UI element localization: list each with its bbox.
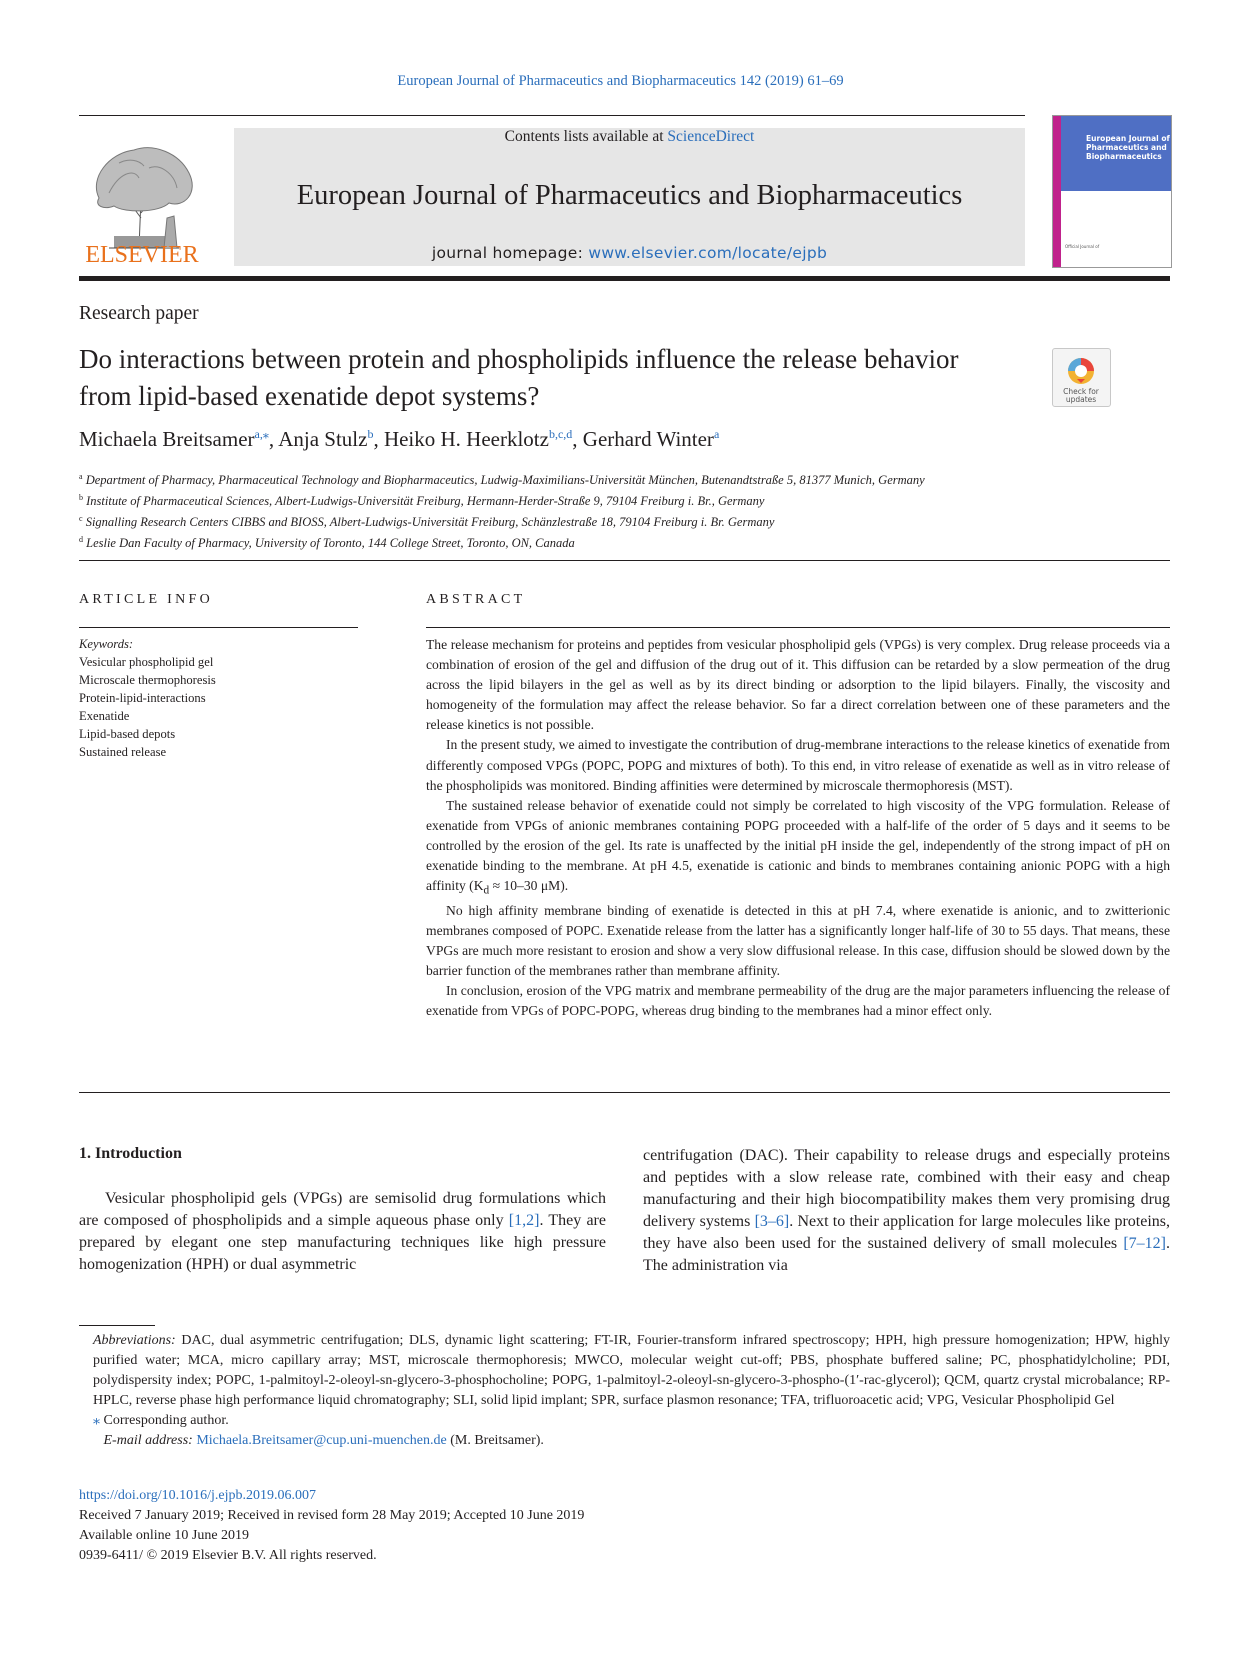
elsevier-wordmark[interactable]: ELSEVIER — [85, 242, 199, 268]
article-info-rule — [79, 627, 358, 628]
body-paragraph: centrifugation (DAC). Their capability to release drugs and especially proteins and peptides with a slow release rate, combined with their easy and cheap manufacturing and their high biocompatibility makes them very promising drug delivery systems [3–6]. Next to their application for large molecules like proteins, they have also been used for the sustained delivery of small molecules [7–12]. The administration via — [643, 1147, 1171, 1274]
cover-title: European Journal of Pharmaceutics and Biopharmaceutics — [1086, 134, 1170, 161]
cover-small-text: Official Journal of — [1065, 244, 1100, 249]
abstract-heading: ABSTRACT — [426, 592, 526, 607]
check-updates-icon — [1053, 349, 1110, 406]
contents-available — [234, 128, 1025, 146]
author-affil-mark[interactable]: b — [367, 427, 374, 441]
citation-link[interactable]: [1,2] — [508, 1212, 540, 1229]
journal-reference[interactable]: European Journal of Pharmaceutics and Biopharmaceutics 142 (2019) 61–69 — [397, 73, 844, 89]
received-dates: Received 7 January 2019; Received in revised form 28 May 2019; Accepted 10 June 2019 — [79, 1508, 585, 1523]
introduction-right-column — [643, 1145, 1170, 1277]
keywords-label: Keywords: — [79, 637, 134, 651]
svg-text:Check for: Check for — [1063, 387, 1099, 396]
corresponding-author-note: ⁎ Corresponding author. — [93, 1413, 229, 1428]
affiliation-line: $^d$ Leslie Dan Faculty of Pharmacy, University of Toronto, 144 College Street, Toronto, ON, Canada — [79, 535, 575, 551]
copyright: 0939-6411/ © 2019 Elsevier B.V. All rights reserved. — [79, 1548, 377, 1563]
abstract-paragraph: The release mechanism for proteins and peptides from vesicular phospholipid gels (VPGs) is very complex. Drug release proceeds via a combination of erosion of the gel and diffusion of the drug out of it. This diffusion can be retarded by a slow permeation of the drug across the lipid bilayers in the gel as well as by its direct binding or adsorption to the lipid bilayers. Finally, the viscosity and homogeneity of the formulation may affect the release behavior. So far a direct correlation between one of these parameters and the release kinetics is not possible. — [426, 637, 1170, 733]
abstract-paragraph: In the present study, we aimed to investigate the contribution of drug-membrane interactions to the release kinetics of exenatide from differently composed VPGs (POPC, POPG and mixtures of both). To this end, in vitro release of exenatide as well as in vitro release of the phospholipids was monitored. Binding affinities were determined by microscale thermophoresis (MST). — [426, 737, 1170, 793]
section-rule — [79, 560, 1170, 561]
abstract-body — [426, 635, 1170, 1022]
journal-title: European Journal of Pharmaceutics and Biopharmaceutics — [296, 180, 963, 211]
article-type: Research paper — [79, 303, 199, 324]
top-rule — [79, 115, 1025, 116]
email-footnote: E-mail address: Michaela.Breitsamer@cup.uni-muenchen.de (M. Breitsamer). — [103, 1433, 544, 1448]
abstract-rule — [426, 627, 1170, 628]
abstract-paragraph: No high affinity membrane binding of exenatide is detected in this at pH 7.4, where exenatide is anionic, and to zwitterionic membranes composed of POPC. Exenatide release from the latter has a significantly longer half-life of 30 to 55 days. That means, these VPGs are much more resistant to erosion and show a very slow diffusional release. In this case, diffusion should be slowed down by the barrier function of the membranes rather than membrane affinity. — [426, 902, 1170, 979]
keyword: Lipid-based depots — [79, 727, 176, 741]
citation-link[interactable]: [7–12] — [1123, 1235, 1166, 1252]
homepage-prefix: journal homepage: — [431, 244, 589, 262]
online-date: Available online 10 June 2019 — [79, 1528, 250, 1543]
body-paragraph: Vesicular phospholipid gels (VPGs) are semisolid drug formulations which are composed of phospholipids and a simple aqueous phase only [1,2]. They are prepared by elegant one step manufacturing techniques like high pressure homogenization (HPH) or dual asymmetric — [79, 1190, 606, 1273]
author-list: Michaela Breitsamer$^{a,⁎}$, Anja Stulz$^b$, Heiko H. Heerklotz$^{b,c,d}$, Gerhard Winter$^a$ — [79, 427, 720, 451]
author-name[interactable]: Michaela Breitsamer — [79, 427, 255, 451]
footnote-rule — [79, 1325, 155, 1326]
author-name[interactable]: Heiko H. Heerklotz — [383, 427, 549, 451]
journal-homepage — [234, 244, 1025, 262]
svg-text:updates: updates — [1065, 395, 1097, 404]
affiliation-line: $^a$ Department of Pharmacy, Pharmaceutical Technology and Biopharmaceutics, Ludwig-Maximilians-Universität München, Butenandtstraße 5, 81377 Munich, Germany — [79, 472, 925, 488]
keyword: Sustained release — [79, 745, 167, 759]
article-title: Do interactions between protein and phospholipids influence the release behavior from lipid-based exenatide depot systems? — [79, 344, 959, 411]
abstract-paragraph: In conclusion, erosion of the VPG matrix and membrane permeability of the drug are the major parameters influencing the release of exenatide from VPGs of POPC-POPG, whereas drug binding to the membranes had a minor effect only. — [426, 983, 1170, 1019]
citation-link[interactable]: [3–6] — [754, 1213, 790, 1230]
publication-info — [79, 1486, 584, 1566]
email-link[interactable]: Michaela.Breitsamer@cup.uni-muenchen.de — [196, 1433, 447, 1448]
footnotes — [79, 1331, 1170, 1451]
doi-link[interactable]: https://doi.org/10.1016/j.ejpb.2019.06.007 — [79, 1488, 316, 1503]
keyword: Protein-lipid-interactions — [79, 691, 206, 705]
keywords-block — [79, 635, 216, 761]
author-name[interactable]: Anja Stulz — [278, 427, 368, 451]
abstract-bottom-rule — [79, 1092, 1170, 1093]
article-info-heading: ARTICLE INFO — [79, 592, 214, 607]
affiliations — [79, 468, 1170, 553]
header-thick-rule — [79, 276, 1170, 281]
abstract-paragraph: The sustained release behavior of exenatide could not simply be correlated to high viscosity of the VPG formulation. Release of exenatide from VPGs of anionic membranes containing POPG proceeded with a half-life of the order of 5 days and it seems to be controlled by the erosion of the gel. Its rate is unaffected by the initial pH inside the gel, independently of the strong impact of pH on exenatide binding to the membrane. At pH 4.5, exenatide is cationic and binds to membranes containing anionic POPG with a high affinity ($K_d \approx 10-30$ μM). — [426, 797, 1170, 897]
sciencedirect-link[interactable]: ScienceDirect — [667, 128, 755, 145]
homepage-link[interactable]: www.elsevier.com/locate/ejpb — [588, 244, 828, 262]
author-name[interactable]: Gerhard Winter — [582, 427, 714, 451]
introduction-left-column — [79, 1188, 606, 1276]
keyword: Microscale thermophoresis — [79, 673, 216, 687]
contents-prefix: Contents lists available at — [504, 128, 668, 145]
author-affil-mark[interactable]: a — [713, 427, 720, 441]
journal-cover-thumbnail[interactable] — [1052, 115, 1172, 268]
keyword: Exenatide — [79, 709, 130, 723]
check-for-updates-button[interactable] — [1052, 348, 1111, 407]
keyword: Vesicular phospholipid gel — [79, 655, 214, 669]
cover-stripe — [1053, 116, 1061, 267]
author-affil-mark[interactable]: b,c,d — [548, 427, 573, 441]
affiliation-line: $^c$ Signalling Research Centers CIBBS and BIOSS, Albert-Ludwigs-Universität Freiburg, Schänzlestraße 18, 79104 Freiburg i. Br. Germany — [79, 514, 775, 530]
abbreviations-footnote: Abbreviations: DAC, dual asymmetric centrifugation; DLS, dynamic light scattering; FT-IR, Fourier-transform infrared spectroscopy; HPH, high pressure homogenization; HPW, highly purified water; MCA, micro capillary array; MST, microscale thermophoresis; MWCO, molecular weight cut-off; PBS, phosphate buffered saline; PC, phosphatidylcholine; PDI, polydispersity index; POPC, 1-palmitoyl-2-oleoyl-sn-glycero-3-phosphocholine; POPG, 1-palmitoyl-2-oleoyl-sn-glycero-3-phospho-(1′-rac-glycerol); QCM, quartz crystal microbalance; RP-HPLC, reverse phase high performance liquid chromatography; SLI, solid lipid implant; SPR, surface plasmon resonance; TFA, trifluoroacetic acid; VPG, Vesicular Phospholipid Gel — [93, 1333, 1170, 1408]
author-affil-mark[interactable]: a,⁎ — [254, 427, 269, 441]
affiliation-line: $^b$ Institute of Pharmaceutical Sciences, Albert-Ludwigs-Universität Freiburg, Hermann-Herder-Straße 9, 79104 Freiburg i. Br., Germany — [79, 493, 765, 509]
introduction-heading: 1. Introduction — [79, 1145, 182, 1162]
